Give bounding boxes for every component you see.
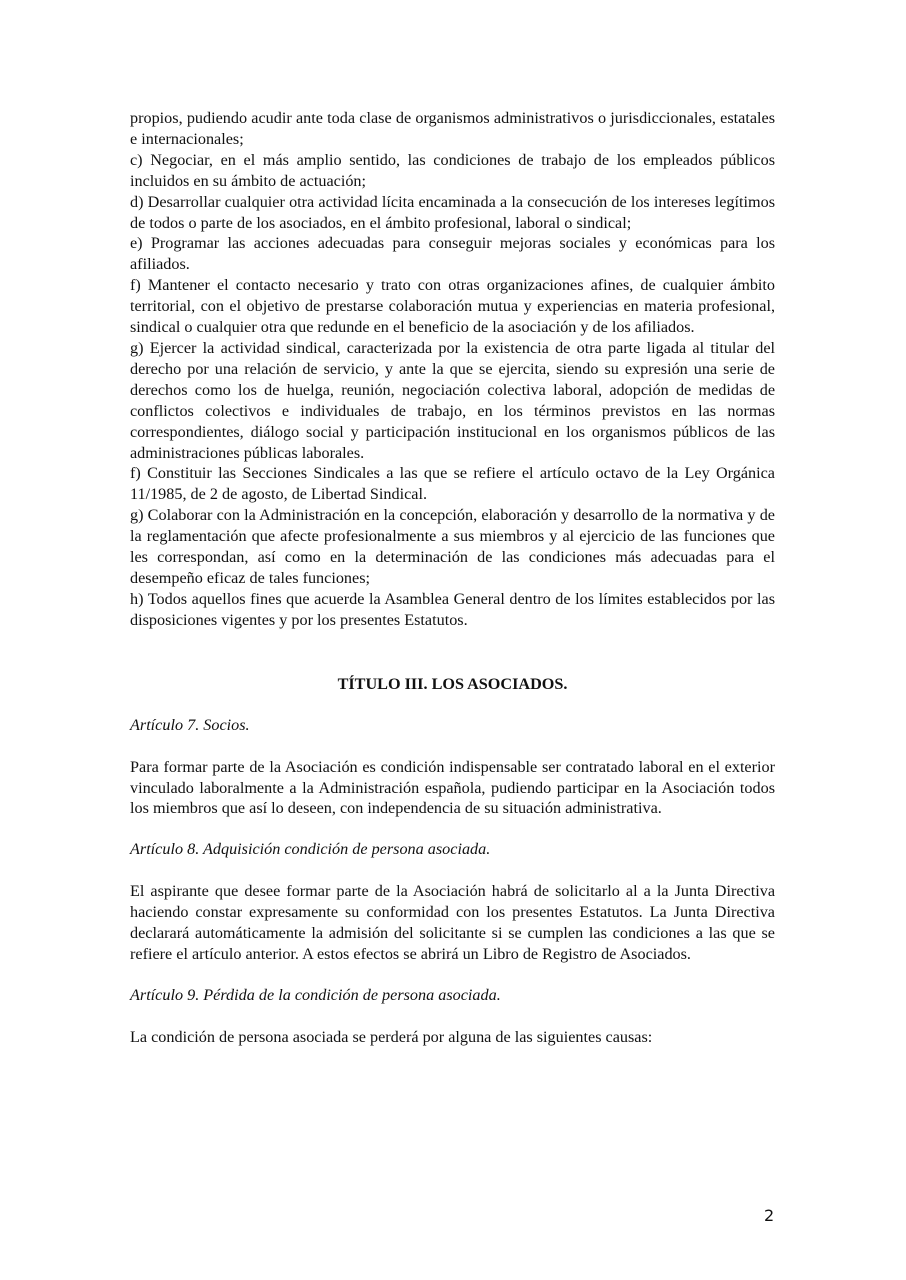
article-9-heading: Artículo 9. Pérdida de la condición de persona asociada.: [130, 986, 501, 1004]
objectives-list: [130, 108, 775, 631]
article-7-heading: Artículo 7. Socios.: [130, 715, 250, 734]
list-item: h) Todos aquellos fines que acuerde la Asamblea General dentro de los límites establecidos por las disposiciones vigentes y por los presentes Estatutos.: [130, 589, 775, 629]
list-item: f) Constituir las Secciones Sindicales a las que se refiere el artículo octavo de la Ley Orgánica 11/1985, de 2 de agosto, de Libertad Sindical.: [130, 464, 775, 504]
list-item: e) Programar las acciones adecuadas para conseguir mejoras sociales y económicas para los afiliados.: [130, 234, 775, 274]
document-page: [130, 108, 775, 1048]
article-8-text: El aspirante que desee formar parte de la Asociación habrá de solicitarlo al a la Junta Directiva haciendo constar expresamente su conformidad con los presentes Estatutos. La Junta Directiva declarará automáticamente la admisión del solicitante si se cumplen las condiciones a las que se refiere el artículo anterior. A estos efectos se abrirá un Libro de Registro de Asociados.: [130, 882, 775, 964]
article-9-text: La condición de persona asociada se perderá por alguna de las siguientes causas:: [130, 1028, 653, 1046]
list-item: d) Desarrollar cualquier otra actividad lícita encaminada a la consecución de los intereses legítimos de todos o parte de los asociados, en el ámbito profesional, laboral o sindical;: [130, 192, 775, 232]
section-title: TÍTULO III. LOS ASOCIADOS.: [337, 674, 568, 693]
list-item: c) Negociar, en el más amplio sentido, las condiciones de trabajo de los empleados públicos incluidos en su ámbito de actuación;: [130, 150, 775, 190]
list-item: g) Ejercer la actividad sindical, caracterizada por la existencia de otra parte ligada al titular del derecho por una relación de servicio, y ante la que se ejercita, siendo su expresión una serie de derechos como los de huelga, reunión, negociación colectiva laboral, adopción de medidas de conflictos colectivos e individuales de trabajo, en los términos previstos en las normas correspondientes, diálogo social y participación institucional en los organismos públicos de las administraciones públicas laborales.: [130, 338, 775, 462]
article-8-heading: Artículo 8. Adquisición condición de persona asociada.: [130, 840, 491, 859]
list-item: propios, pudiendo acudir ante toda clase de organismos administrativos o jurisdiccionales, estatales e internacionales;: [130, 109, 775, 148]
article-7-text: Para formar parte de la Asociación es condición indispensable ser contratado laboral en el exterior vinculado laboralmente a la Administración española, pudiendo participar en la Asociación todos los miembros que así lo deseen, con independencia de su situación administrativa.: [130, 757, 775, 818]
list-item: g) Colaborar con la Administración en la concepción, elaboración y desarrollo de la normativa y de la reglamentación que afecte profesionalmente a sus miembros y al ejercicio de las funciones que les correspondan, así como en la determinación de las condiciones más adecuadas para el desempeño eficaz de tales funciones;: [130, 506, 775, 587]
list-item: f) Mantener el contacto necesario y trato con otras organizaciones afines, de cualquier ámbito territorial, con el objetivo de prestarse colaboración mutua y experiencias en materia profesional, sindical o cualquier otra que redunde en el beneficio de la asociación y de los afiliados.: [130, 276, 775, 337]
page-number: 2: [764, 1206, 775, 1225]
